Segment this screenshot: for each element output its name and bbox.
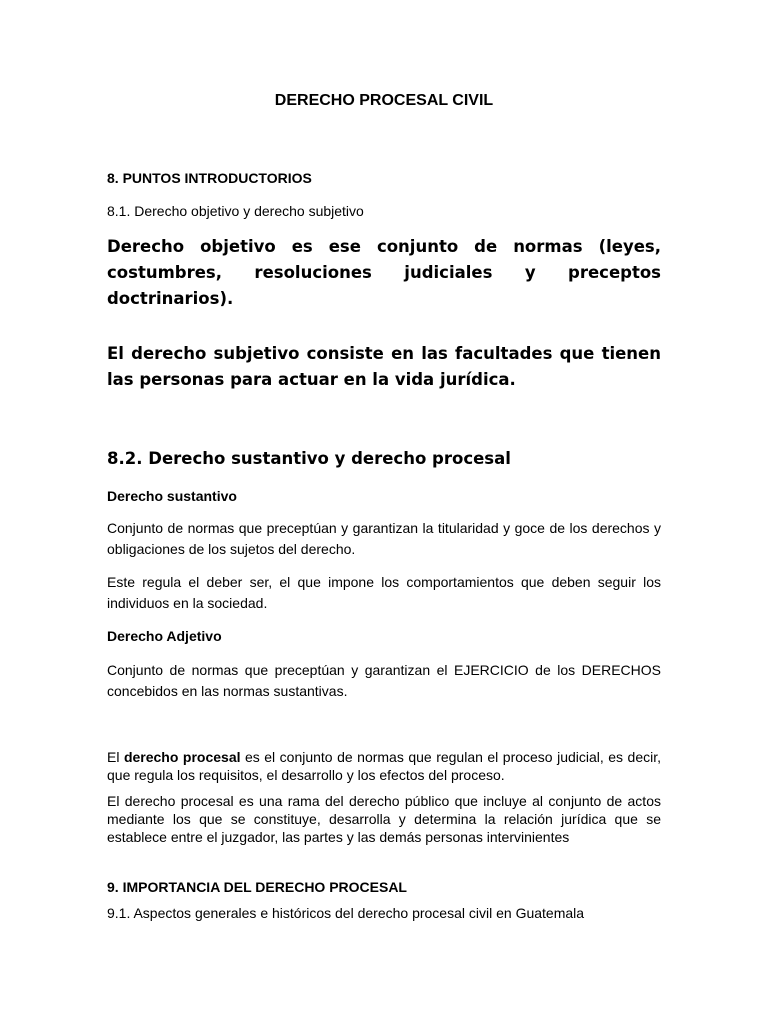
section-8-2-heading: 8.2. Derecho sustantivo y derecho procesal [107,449,511,468]
derecho-sustantivo-label: Derecho sustantivo [107,488,237,504]
paragraph-sustantivo-1: Conjunto de normas que preceptúan y garantizan la titularidad y goce de los derechos y obligaciones de los sujetos del derecho. [107,520,661,557]
paragraph-sustantivo-2: Este regula el deber ser, el que impone los comportamientos que deben seguir los individuos en la sociedad. [107,574,661,611]
paragraph-adjetivo-1: Conjunto de normas que preceptúan y garantizan el EJERCICIO de los DERECHOS concebidos en las normas sustantivas. [107,662,661,699]
procesal-prefix: El [107,749,124,765]
paragraph-derecho-subjetivo: El derecho subjetivo consiste en las facultades que tienen las personas para actuar en la vida jurídica. [107,344,661,389]
section-9-1-heading: 9.1. Aspectos generales e históricos del derecho procesal civil en Guatemala [107,905,585,921]
section-8-heading: 8. PUNTOS INTRODUCTORIOS [107,170,312,186]
section-9-heading: 9. IMPORTANCIA DEL DERECHO PROCESAL [107,879,407,895]
procesal-bold-term: derecho procesal [123,749,241,765]
procesal-rest: es el conjunto de normas que regulan el proceso judicial, es decir, que regula los requisitos, el desarrollo y los efectos del proceso. [107,749,662,783]
paragraph-procesal-2: El derecho procesal es una rama del derecho público que incluye al conjunto de actos mediante los que se constituye, desarrolla y determina la relación jurídica que se establece entre el juzgador, las partes y las demás personas intervinientes [107,793,661,845]
paragraph-derecho-objetivo: Derecho objetivo es ese conjunto de normas (leyes, costumbres, resoluciones judiciales y preceptos doctrinarios). [107,237,661,308]
document-title: DERECHO PROCESAL CIVIL [274,92,494,109]
derecho-adjetivo-label: Derecho Adjetivo [107,628,222,644]
paragraph-procesal-1 [107,748,661,784]
section-8-1-heading: 8.1. Derecho objetivo y derecho subjetivo [107,203,364,219]
